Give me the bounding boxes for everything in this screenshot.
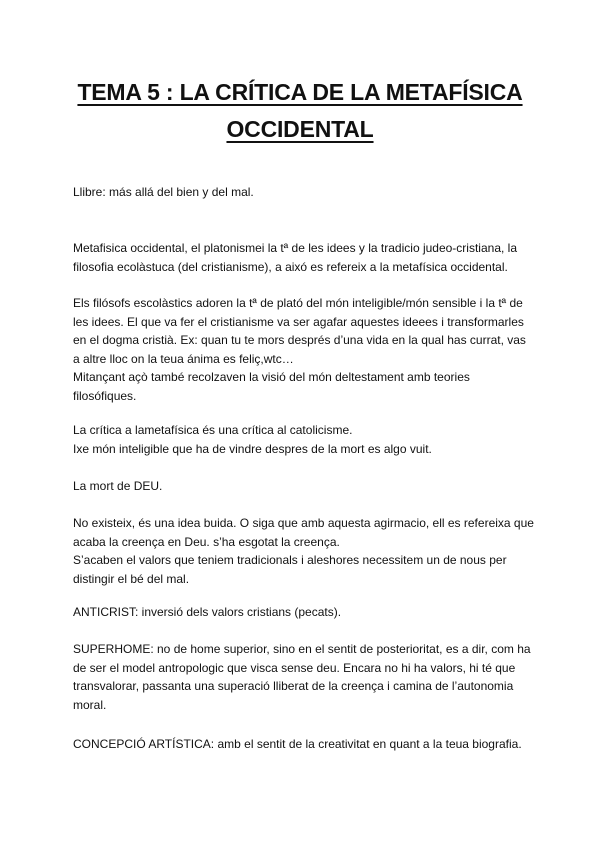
text-line: filosofia ecolàstuca (del cristianisme), a aixó es refereix a la metafísica occidental. <box>73 259 508 274</box>
text-line: distingir el bé del mal. <box>73 571 190 586</box>
text-line: La mort de DEU. <box>73 479 163 493</box>
text-line: les idees. El que va fer el cristianisme va ser agafar aquestes ideees i transformarles <box>73 314 524 329</box>
text-line: SUPERHOME: no de home superior, sino en el sentit de posterioritat, es a dir, com ha <box>73 642 531 656</box>
text-line: Els filósofs escolàstics adoren la tª de plató del món inteligible/món sensible i la tª de <box>73 296 523 310</box>
paragraph-death-of-god <box>73 477 543 496</box>
text-line: en el dogma cristià. Ex: quan tu te mors després d’una vida en la qual has currat, vas <box>73 333 526 347</box>
text-line: de ser el model antropologic que visca sense deu. Encara no hi ha valors, hi té que <box>73 660 516 675</box>
text-line: filosófiques. <box>73 388 137 403</box>
text-line: moral. <box>73 697 107 712</box>
text-line: acaba la creença en Deu. s’ha esgotat la creença. <box>73 534 340 549</box>
text-line: ANTICRIST: inversió dels valors cristians (pecats). <box>73 605 342 619</box>
paragraph-critique <box>73 421 543 458</box>
paragraph-antichrist <box>73 603 543 622</box>
paragraph-artistic-conception <box>73 735 543 754</box>
page-title-line-2: OCCIDENTAL <box>226 116 374 142</box>
text-line: Ixe món inteligible que ha de vindre despres de la mort es algo vuit. <box>73 441 432 456</box>
paragraph-superman <box>73 640 543 714</box>
text-line: a altre lloc on la teua ánima es feliç,wtc… <box>73 351 294 366</box>
text-line: La crítica a lametafísica és una crítica al catolicisme. <box>73 423 353 437</box>
paragraph-book <box>73 183 543 202</box>
text-line: Metafisica occidental, el platonismei la tª de les idees y la tradicio judeo-cristiana, la <box>73 241 517 255</box>
text-line: No existeix, és una idea buida. O siga que amb aquesta agirmacio, ell es refereixa que <box>73 516 534 530</box>
text-line: Mitançant açò també recolzaven la visió del món deltestament amb teories <box>73 370 470 384</box>
text-line: transvalorar, passanta una superació lliberat de la creença i camina de l’autonomia <box>73 679 514 693</box>
text-line: CONCEPCIÓ ARTÍSTICA: amb el sentit de la creativitat en quant a la teua biografia. <box>73 737 522 751</box>
page-title-line-1: TEMA 5 : LA CRÍTICA DE LA METAFÍSICA <box>77 79 523 105</box>
paragraph-scholastics <box>73 294 543 405</box>
text-line: Llibre: más allá del bien y del mal. <box>73 185 254 199</box>
text-line: S’acaben el valors que teniem tradicionals i aleshores necessitem un de nous per <box>73 553 507 567</box>
paragraph-western-metaphysics <box>73 239 543 276</box>
paragraph-empty-idea <box>73 514 543 588</box>
